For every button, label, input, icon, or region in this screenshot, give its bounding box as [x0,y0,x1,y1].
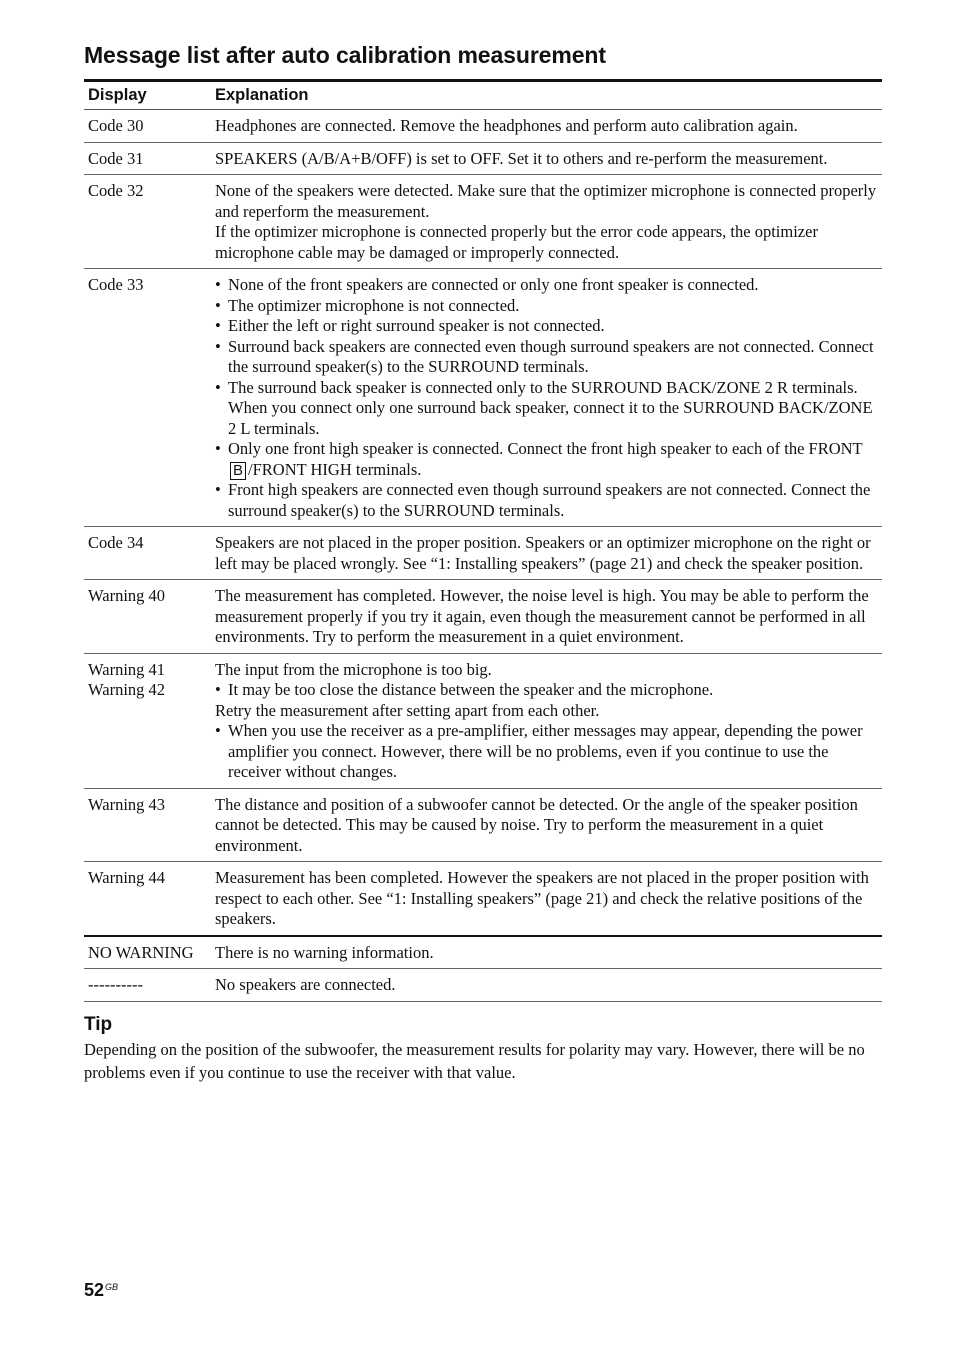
list-item-text: /FRONT HIGH terminals. [248,459,422,479]
explanation-cell [211,936,882,969]
list-item: • Either the left or right surround speaker is not connected. [215,316,882,337]
display-code: Warning 43 [88,794,166,814]
list-item: • The surround back speaker is connected only to the SURROUND BACK/ZONE 2 R terminals. When you connect only one surround back speaker, connect it to the SURROUND BACK/ZONE 2 L terminals. [215,378,882,440]
table-header-row [84,82,882,110]
explanation-cell [211,142,882,175]
table-row [84,142,882,175]
explanation-text: Retry the measurement after setting apart from each other. [215,700,600,720]
table-row [84,969,882,1002]
explanation-cell [211,653,882,788]
display-cell [84,788,211,862]
display-cell [84,527,211,580]
bullet-list [215,275,882,521]
header-explanation: Explanation [211,82,882,110]
explanation-text: None of the speakers were detected. Make sure that the optimizer microphone is connected properly and reperform the measurement. [215,181,877,221]
display-cell [84,110,211,143]
explanation-text: The input from the microphone is too big. [215,659,492,679]
table-row [84,653,882,788]
explanation-text: There is no warning information. [215,942,434,962]
explanation-cell [211,969,882,1002]
list-item-text: Only one front high speaker is connected. Connect the front high speaker to each of the FRONT [228,439,863,458]
zone-b-mark: B [230,462,246,480]
display-code: ---------- [88,975,143,994]
message-table [84,82,882,1002]
list-item: • Front high speakers are connected even though surround speakers are not connected. Connect the surround speaker(s) to the SURROUND terminals. [215,480,882,521]
display-code: Code 32 [88,181,144,200]
explanation-cell [211,788,882,862]
table-body [84,110,882,1002]
list-item: • When you use the receiver as a pre-amplifier, either messages may appear, depending the power amplifier you connect. However, there will be no problems, even if you continue to use the receiver without changes. [215,721,882,783]
display-code: Warning 40 [88,586,166,605]
display-cell [84,653,211,788]
explanation-cell [211,110,882,143]
display-code: Warning 44 [88,868,166,887]
display-cell [84,969,211,1002]
list-item: • None of the front speakers are connected or only one front speaker is connected. [215,275,882,296]
display-code: Code 33 [88,275,144,294]
page-number-value: 52 [84,1280,105,1300]
table-row [84,936,882,969]
display-code: Code 31 [88,148,144,168]
explanation-text: If the optimizer microphone is connected properly but the error code appears, the optimizer microphone cable may be damaged or improperly connected. [215,222,818,262]
tip-text: Depending on the position of the subwoofer, the measurement results for polarity may vary. However, there will be no problems even if you continue to use the receiver with that value. [84,1039,865,1082]
page-content [84,42,882,1084]
display-cell [84,936,211,969]
display-cell [84,580,211,654]
display-cell [84,175,211,269]
explanation-cell [211,580,882,654]
table-row [84,269,882,527]
table-row [84,862,882,936]
explanation-text: The distance and position of a subwoofer cannot be detected. Or the angle of the speaker position cannot be detected. This may be caused by noise. Try to perform the measurement in a quiet environment. [215,794,858,855]
display-cell [84,862,211,936]
list-item: • The optimizer microphone is not connected. [215,296,882,317]
tip-heading: Tip [84,1013,113,1035]
list-item: • It may be too close the distance between the speaker and the microphone. [215,680,882,701]
display-code: Warning 42 [88,680,166,699]
page-title: Message list after auto calibration measurement [84,42,882,82]
display-code: NO WARNING [88,942,194,962]
explanation-cell [211,175,882,269]
table-row [84,788,882,862]
explanation-text: Headphones are connected. Remove the headphones and perform auto calibration again. [215,116,798,135]
display-code: Warning 41 [88,659,166,679]
display-cell [84,142,211,175]
table-row [84,527,882,580]
explanation-text: Speakers are not placed in the proper position. Speakers or an optimizer microphone on the right or left may be placed wrongly. See “1: Installing speakers” (page 21) and check the speaker position. [215,533,871,573]
page-number [84,1280,118,1301]
display-cell [84,269,211,527]
bullet-list [215,721,882,783]
explanation-text: No speakers are connected. [215,975,396,994]
explanation-cell [211,527,882,580]
table-row [84,580,882,654]
display-code: Code 30 [88,116,144,135]
page-number-suffix: GB [105,1282,119,1292]
explanation-text: The measurement has completed. However, the noise level is high. You may be able to perform the measurement properly if you try it again, even though the measurement cannot be performed in all environments. Try to perform the measurement in a quiet environment. [215,586,869,646]
header-display: Display [84,82,211,110]
explanation-text: Measurement has been completed. However the speakers are not placed in the proper position with respect to each other. See “1: Installing speakers” (page 21) and check the relative positions of the speakers. [215,868,869,928]
list-item [215,439,882,480]
bullet-list [215,680,882,701]
table-row [84,110,882,143]
explanation-cell [211,269,882,527]
explanation-cell [211,862,882,936]
display-code: Code 34 [88,533,144,552]
list-item: • Surround back speakers are connected even though surround speakers are not connected. Connect the surround speaker(s) to the SURROUND terminals. [215,337,882,378]
explanation-text: SPEAKERS (A/B/A+B/OFF) is set to OFF. Set it to others and re-perform the measurement. [215,148,828,168]
table-row [84,175,882,269]
